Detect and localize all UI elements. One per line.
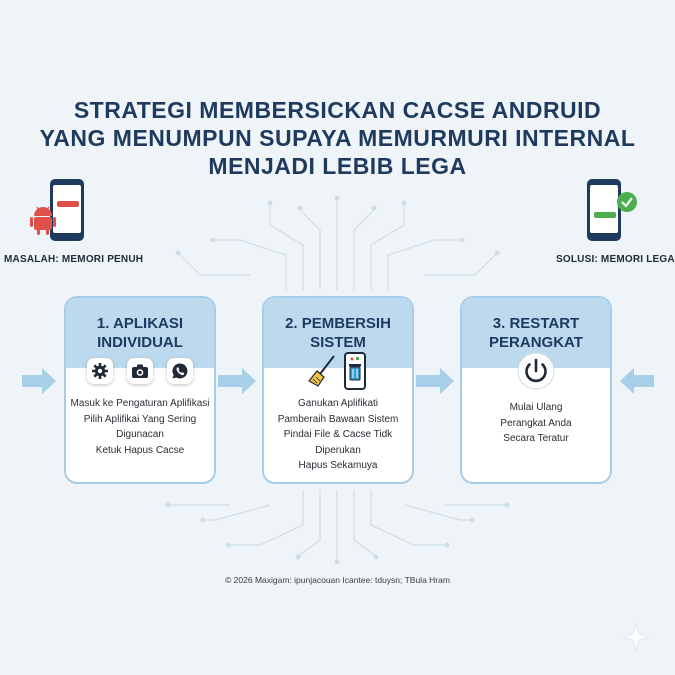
- arrow-right-icon: [218, 366, 258, 396]
- whatsapp-icon: [167, 358, 193, 384]
- step-title-line-2: SISTEM: [310, 334, 366, 351]
- step-line: Masuk ke Pengaturan Aplifikasi: [70, 398, 210, 409]
- check-icon: [617, 192, 637, 212]
- step-line: Pindai File & Cacse Tidk Diperukan: [283, 429, 393, 456]
- step-description: [462, 400, 610, 447]
- arrow-right-icon: [416, 366, 456, 396]
- power-icon: [517, 352, 555, 395]
- step-card-3: [460, 296, 612, 484]
- step-line: Perangkat Anda: [500, 417, 572, 429]
- step-line: Mulai Ulang: [509, 402, 563, 413]
- step-line: Pamberaih Bawaan Sistem: [277, 413, 399, 425]
- step-card-2: [262, 296, 414, 484]
- title-line-3: MENJADI LEBIB LEGA: [208, 153, 467, 179]
- step-line: Hapus Sekamuya: [298, 460, 378, 471]
- broom-icon: [308, 352, 338, 395]
- arrow-right-icon: [22, 366, 58, 396]
- solution-label: SOLUSI: MEMORI LEGA: [556, 254, 675, 265]
- arrow-left-icon: [618, 366, 654, 396]
- step-line: Digunacan: [116, 429, 164, 440]
- gear-icon: [87, 358, 113, 384]
- step-card-1: [64, 296, 216, 484]
- step-title-line-1: 3. RESTART: [492, 315, 580, 332]
- step-description: [66, 396, 214, 458]
- step-line: Secara Teratur: [503, 433, 569, 444]
- step-line: Ketuk Hapus Cacse: [95, 444, 185, 456]
- step-title-line-2: INDIVIDUAL: [97, 334, 183, 351]
- page-title: [20, 96, 655, 180]
- footer-credit: © 2026 Maxigam: ipunjacouan Icantee: tduysn; TBula Hram: [225, 575, 450, 585]
- title-line-2: YANG MENUMPUN SUPAYA MEMURMURI INTERNAL: [39, 125, 636, 151]
- step-line: Pilih Aplifikai Yang Sering: [83, 413, 197, 425]
- phone-full-icon: [30, 176, 90, 246]
- phone-lega-icon: [585, 176, 645, 246]
- camera-icon: [127, 358, 153, 384]
- step-description: [264, 396, 412, 474]
- sparkle-icon: [623, 624, 649, 650]
- problem-label: MASALAH: MEMORI PENUH: [4, 254, 144, 265]
- step-title-line-1: 1. APLIKASI: [96, 315, 184, 332]
- phone-trash-icon: [342, 352, 368, 395]
- step-line: Ganukan Aplifikati: [297, 398, 379, 409]
- step-title-line-2: PERANGKAT: [489, 334, 583, 351]
- step-title-line-1: 2. PEMBERSIH: [285, 315, 391, 332]
- title-line-1: STRATEGI MEMBERSICKAN CACSE ANDRUID: [73, 97, 602, 123]
